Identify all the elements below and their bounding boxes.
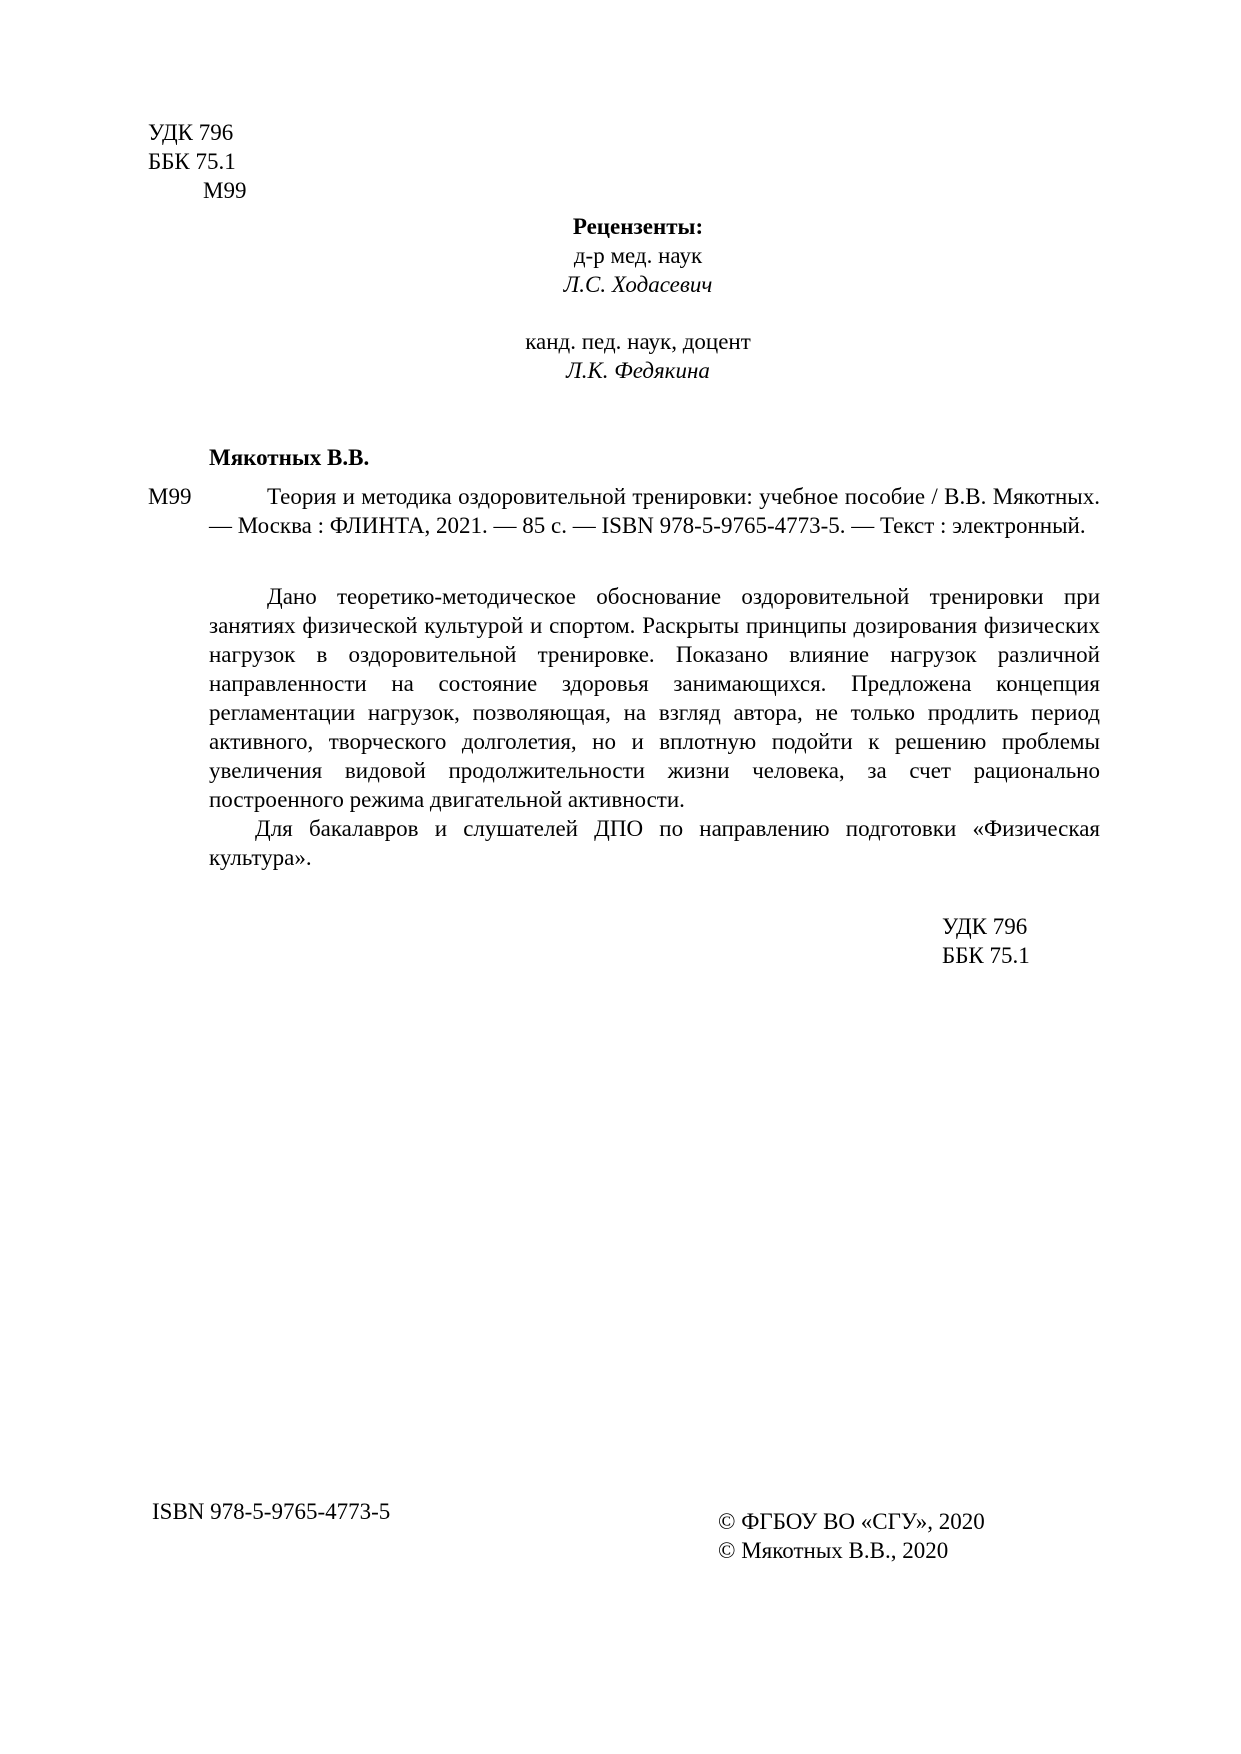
bbk-code-top: ББК 75.1 xyxy=(148,149,236,174)
entry-author: Мякотных В.В. xyxy=(209,445,370,470)
reviewer-degree: канд. пед. наук, доцент xyxy=(525,329,751,354)
annotation-paragraph: Для бакалавров и слушателей ДПО по направлению подготовки «Физическая культура». xyxy=(209,816,1100,870)
reviewer-name: Л.С. Ходасевич xyxy=(563,272,713,297)
copyright-line: © Мякотных В.В., 2020 xyxy=(718,1538,949,1563)
udk-code-top: УДК 796 xyxy=(148,120,234,145)
entry-author-sign: М99 xyxy=(148,484,192,509)
annotation-paragraph: Дано теоретико-методическое обоснование оздоровительной тренировки при занятиях физической культурой и спортом. Раскрыты принципы дозирования физических нагрузок в оздоровительной тренировке. Показано влияние нагрузок различной направленности на состояние здоровья занимающихся. Предложена концепция регламентации нагрузок, позволяющая, на взгляд автора, не только продлить период активного, творческого долголетия, но и вплотную подойти к решению проблемы увеличения видовой продолжительности жизни человека, за счет рационально построенного режима двигательной активности. xyxy=(209,584,1100,812)
bibliographic-description: Теория и методика оздоровительной тренировки: учебное пособие / В.В. Мякотных. — Москва : ФЛИНТА, 2021. — 85 с. — ISBN 978-5-9765-4773-5. — Текст : электронный. xyxy=(209,484,1100,538)
isbn: ISBN 978-5-9765-4773-5 xyxy=(152,1499,391,1524)
bbk-code-bottom: ББК 75.1 xyxy=(942,943,1030,968)
udk-code-bottom: УДК 796 xyxy=(942,914,1028,939)
reviewers-heading: Рецензенты: xyxy=(572,214,704,239)
author-sign-top: М99 xyxy=(203,178,247,203)
reviewer-name: Л.К. Федякина xyxy=(566,358,710,383)
annotation xyxy=(209,582,1100,872)
reviewer-degree: д-р мед. наук xyxy=(573,243,703,268)
copyright-line: © ФГБОУ ВО «СГУ», 2020 xyxy=(718,1509,985,1534)
